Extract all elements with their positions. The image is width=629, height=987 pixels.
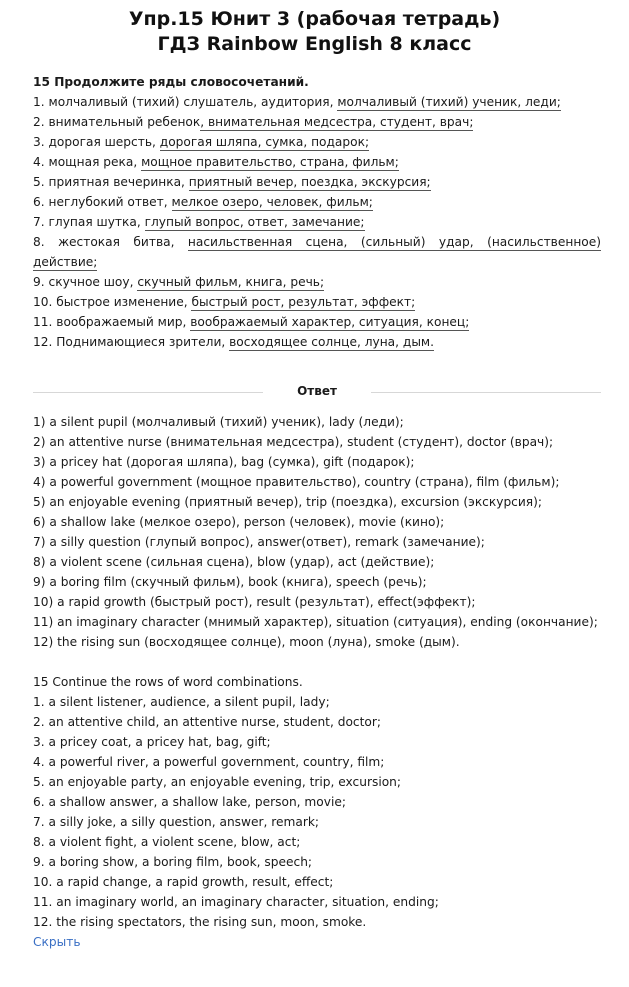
task-item-6: 6. неглубокий ответ, мелкое озеро, человек, фильм;: [33, 195, 373, 209]
english-item: 11. an imaginary world, an imaginary character, situation, ending;: [33, 895, 439, 909]
task-item-10: 10. быстрое изменение, быстрый рост, результат, эффект;: [33, 295, 416, 309]
answer-item: 9) a boring film (скучный фильм), book (книга), speech (речь);: [33, 575, 427, 589]
answer-item: 3) a pricey hat (дорогая шляпа), bag (сумка), gift (подарок);: [33, 455, 415, 469]
task-heading: 15 Продолжите ряды словосочетаний.: [33, 75, 309, 89]
answer-item: 7) a silly question (глупый вопрос), answer(ответ), remark (замечание);: [33, 535, 485, 549]
answer-item: 11) an imaginary character (мнимый характер), situation (ситуация), ending (окончание);: [33, 615, 598, 629]
task-item-2: 2. внимательный ребенок, внимательная медсестра, студент, врач;: [33, 115, 474, 129]
english-item: 9. a boring show, a boring film, book, speech;: [33, 855, 313, 869]
task-item-1: 1. молчаливый (тихий) слушатель, аудитория, молчаливый (тихий) ученик, леди;: [33, 95, 561, 109]
task-item-5: 5. приятная вечеринка, приятный вечер, поездка, экскурсия;: [33, 175, 431, 189]
answer-list: [33, 412, 601, 652]
title-line-1: Упр.15 Юнит 3 (рабочая тетрадь): [128, 8, 501, 30]
spacer: [33, 652, 601, 672]
task-item-9: 9. скучное шоу, скучный фильм, книга, речь;: [33, 275, 325, 289]
english-item: 3. a pricey coat, a pricey hat, bag, gift;: [33, 735, 271, 749]
english-item: 4. a powerful river, a powerful government, country, film;: [33, 755, 385, 769]
english-item: 12. the rising spectators, the rising sun, moon, smoke.: [33, 915, 367, 929]
content: [33, 72, 601, 952]
task-list: [33, 92, 601, 352]
english-item: 5. an enjoyable party, an enjoyable evening, trip, excursion;: [33, 775, 401, 789]
english-item: 2. an attentive child, an attentive nurse, student, doctor;: [33, 715, 381, 729]
answer-item: 12) the rising sun (восходящее солнце), moon (луна), smoke (дым).: [33, 635, 460, 649]
hide-link[interactable]: Скрыть: [33, 935, 81, 949]
task-item-12: 12. Поднимающиеся зрители, восходящее солнце, луна, дым.: [33, 335, 435, 349]
english-item: 6. a shallow answer, a shallow lake, person, movie;: [33, 795, 346, 809]
task-item-7: 7. глупая шутка, глупый вопрос, ответ, замечание;: [33, 215, 365, 229]
answer-label: Ответ: [263, 384, 371, 398]
english-item: 10. a rapid change, a rapid growth, result, effect;: [33, 875, 334, 889]
task-item-4: 4. мощная река, мощное правительство, страна, фильм;: [33, 155, 399, 169]
answer-item: 6) a shallow lake (мелкое озеро), person (человек), movie (кино);: [33, 515, 445, 529]
answer-item: 2) an attentive nurse (внимательная медсестра), student (студент), doctor (врач);: [33, 435, 554, 449]
answer-item: 1) a silent pupil (молчаливый (тихий) ученик), lady (леди);: [33, 415, 404, 429]
answer-divider: [33, 381, 601, 401]
task-item-11: 11. воображаемый мир, воображаемый характер, ситуация, конец;: [33, 315, 470, 329]
english-list: [33, 692, 601, 932]
answer-item: 8) a violent scene (сильная сцена), blow (удар), act (действие);: [33, 555, 435, 569]
english-heading: 15 Continue the rows of word combinations.: [33, 675, 303, 689]
answer-item: 5) an enjoyable evening (приятный вечер), trip (поездка), excursion (экскурсия);: [33, 495, 543, 509]
answer-item: 4) a powerful government (мощное правительство), country (страна), film (фильм);: [33, 475, 560, 489]
english-item: 8. a violent fight, a violent scene, blow, act;: [33, 835, 301, 849]
title-line-2: ГДЗ Rainbow English 8 класс: [157, 33, 472, 55]
task-item-8: 8. жестокая битва, насильственная сцена, (сильный) удар, (насильственное) действие;: [33, 235, 601, 269]
english-item: 7. a silly joke, a silly question, answer, remark;: [33, 815, 320, 829]
task-item-3: 3. дорогая шерсть, дорогая шляпа, сумка, подарок;: [33, 135, 370, 149]
english-item: 1. a silent listener, audience, a silent pupil, lady;: [33, 695, 330, 709]
page-title: [0, 0, 629, 57]
answer-item: 10) a rapid growth (быстрый рост), result (результат), effect(эффект);: [33, 595, 476, 609]
